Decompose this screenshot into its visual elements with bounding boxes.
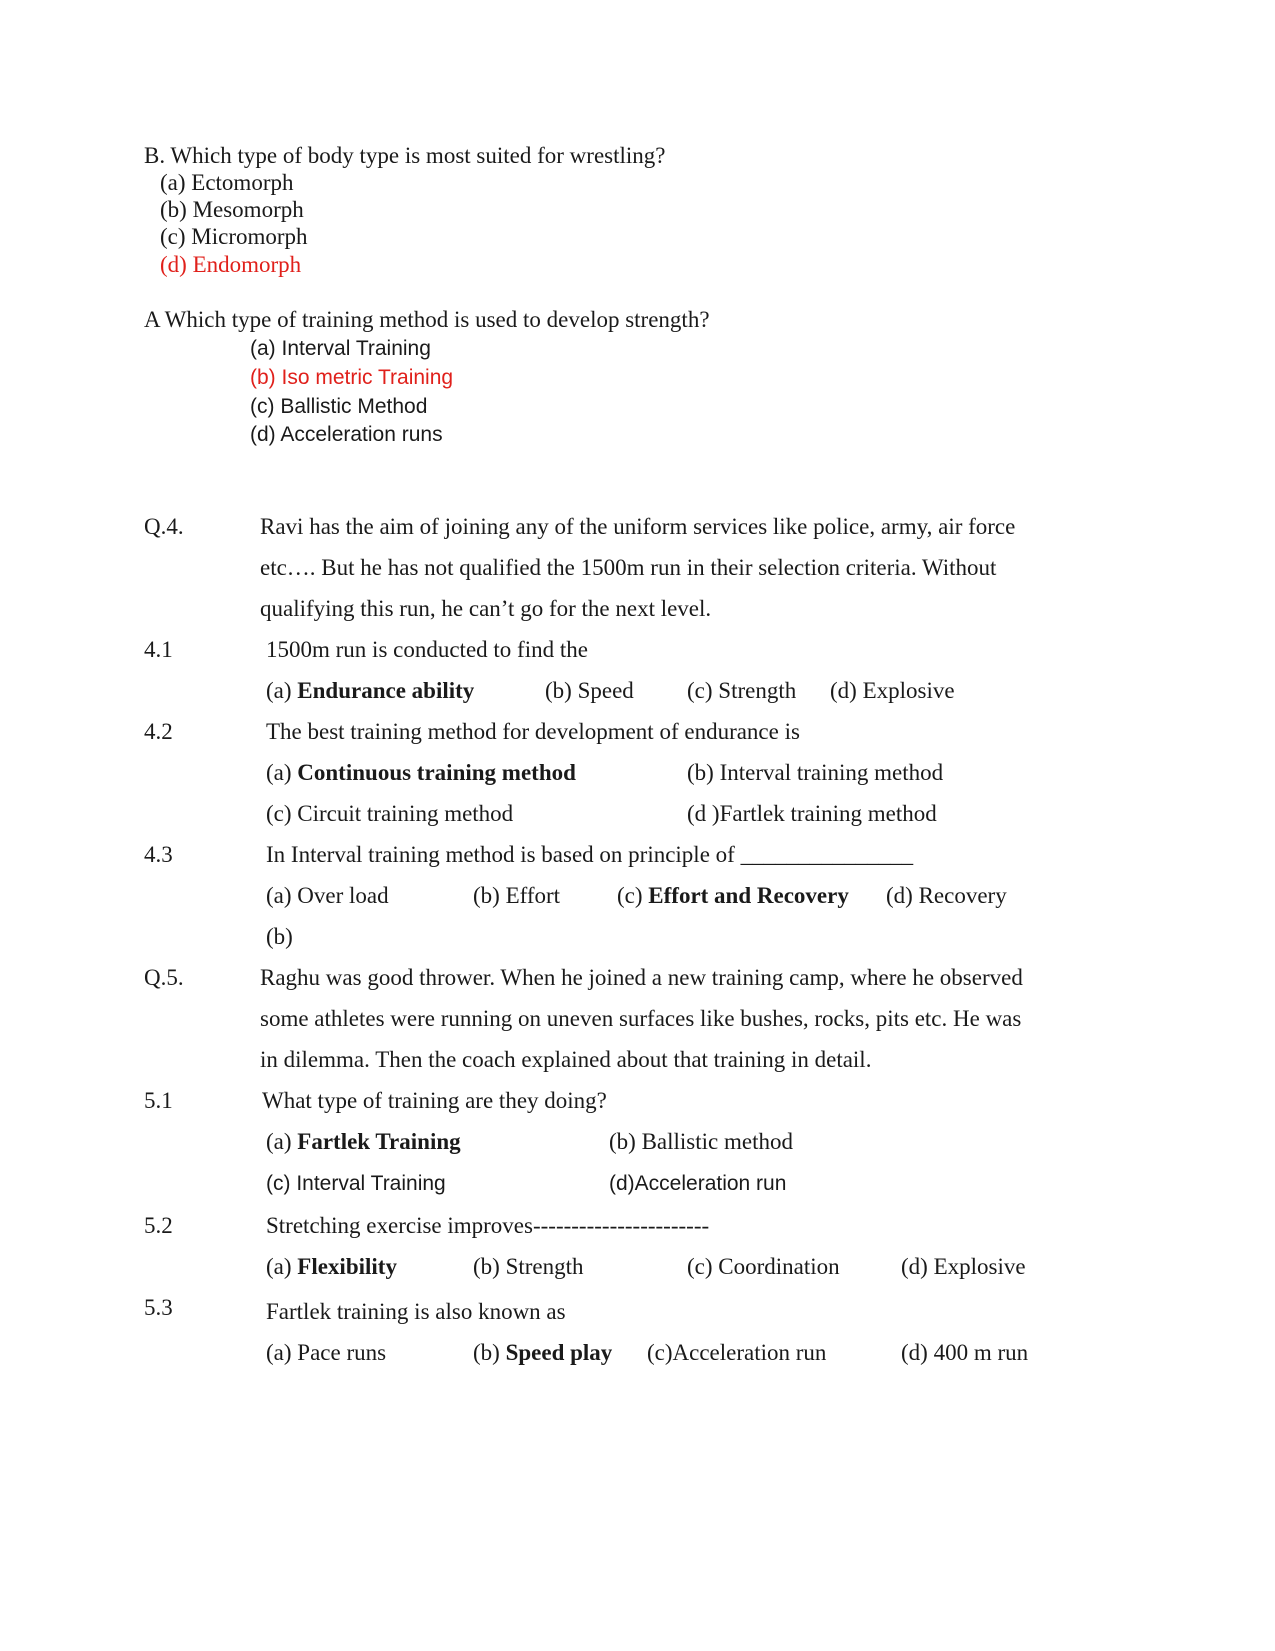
q4-2-option-b: (b) Interval training method: [687, 760, 944, 785]
q5-1-question: What type of training are they doing?: [262, 1088, 607, 1113]
answer-text: Endurance ability: [297, 678, 475, 703]
answer-text: Fartlek Training: [297, 1129, 461, 1154]
q5-3-option-d: (d) 400 m run: [901, 1340, 1029, 1365]
q4-1-question: 1500m run is conducted to find the: [266, 637, 588, 662]
answer-text: Speed play: [505, 1340, 613, 1365]
q4-2-number: 4.2: [144, 719, 173, 744]
question-a-option-b-answer: (b) Iso metric Training: [250, 366, 454, 389]
q4-1-option-b: (b) Speed: [545, 678, 634, 703]
answer-text: Continuous training method: [297, 760, 576, 785]
q5-2-option-d: (d) Explosive: [901, 1254, 1026, 1279]
q4-3-question: In Interval training method is based on principle of _______________: [266, 842, 914, 867]
question-a-option-a: (a) Interval Training: [250, 337, 431, 360]
q4-3-option-c-answer: [617, 882, 849, 910]
q5-passage-line-2: some athletes were running on uneven surfaces like bushes, rocks, pits etc. He was: [260, 1006, 1022, 1031]
q5-1-option-c: (c) Interval Training: [266, 1172, 446, 1195]
q4-number: Q.4.: [144, 514, 184, 539]
q5-2-question: Stretching exercise improves-----------------------: [266, 1213, 710, 1238]
q4-3-number: 4.3: [144, 842, 173, 867]
option-prefix: (c): [617, 883, 649, 908]
option-prefix: (b): [473, 1340, 506, 1365]
q5-2-option-b: (b) Strength: [473, 1254, 584, 1279]
q4-1-option-a-answer: [266, 677, 474, 705]
answer-text: Flexibility: [297, 1254, 397, 1279]
q4-3-option-a: (a) Over load: [266, 883, 389, 908]
q4-1-number: 4.1: [144, 637, 173, 662]
question-b-option-d-answer: (d) Endomorph: [160, 252, 302, 277]
option-prefix: (a): [266, 678, 298, 703]
q5-3-option-a: (a) Pace runs: [266, 1340, 387, 1365]
question-b-option-b: (b) Mesomorph: [160, 197, 304, 222]
q4-1-option-d: (d) Explosive: [830, 678, 955, 703]
question-b-text: B. Which type of body type is most suited for wrestling?: [144, 143, 666, 168]
answer-text: Effort and Recovery: [648, 883, 849, 908]
q5-1-number: 5.1: [144, 1088, 173, 1113]
q5-1-option-b: (b) Ballistic method: [609, 1129, 793, 1154]
q5-3-option-b-answer: [473, 1339, 612, 1367]
q5-1-option-d: (d)Acceleration run: [609, 1172, 787, 1195]
option-prefix: (a): [266, 1129, 298, 1154]
q4-1-option-c: (c) Strength: [687, 678, 797, 703]
question-b-option-a: (a) Ectomorph: [160, 170, 294, 195]
q5-2-option-c: (c) Coordination: [687, 1254, 840, 1279]
question-b-option-c: (c) Micromorph: [160, 224, 308, 249]
option-prefix: (a): [266, 1254, 298, 1279]
q5-3-number: 5.3: [144, 1295, 173, 1320]
q4-passage-line-2: etc…. But he has not qualified the 1500m run in their selection criteria. Without: [260, 555, 997, 580]
q4-3-option-d: (d) Recovery: [886, 883, 1007, 908]
q5-3-question: Fartlek training is also known as: [266, 1299, 566, 1324]
question-a-text: A Which type of training method is used to develop strength?: [144, 307, 710, 332]
q4-2-option-c: (c) Circuit training method: [266, 801, 514, 826]
q5-passage-line-3: in dilemma. Then the coach explained about that training in detail.: [260, 1047, 872, 1072]
q5-number: Q.5.: [144, 965, 184, 990]
q5-2-number: 5.2: [144, 1213, 173, 1238]
q5-1-option-a-answer: [266, 1128, 461, 1156]
q4-2-question: The best training method for development of endurance is: [266, 719, 800, 744]
question-a-option-d: (d) Acceleration runs: [250, 423, 443, 446]
q4-passage-line-3: qualifying this run, he can’t go for the next level.: [260, 596, 712, 621]
q5-3-option-c: (c)Acceleration run: [647, 1340, 827, 1365]
option-prefix: (a): [266, 760, 298, 785]
q4-2-option-a-answer: [266, 759, 576, 787]
q4-3-extra: (b): [266, 924, 293, 949]
q4-3-option-b: (b) Effort: [473, 883, 561, 908]
q5-passage-line-1: Raghu was good thrower. When he joined a new training camp, where he observed: [260, 965, 1023, 990]
question-a-option-c: (c) Ballistic Method: [250, 395, 428, 418]
q5-2-option-a-answer: [266, 1253, 397, 1281]
q4-2-option-d: (d )Fartlek training method: [687, 801, 937, 826]
q4-passage-line-1: Ravi has the aim of joining any of the uniform services like police, army, air force: [260, 514, 1016, 539]
